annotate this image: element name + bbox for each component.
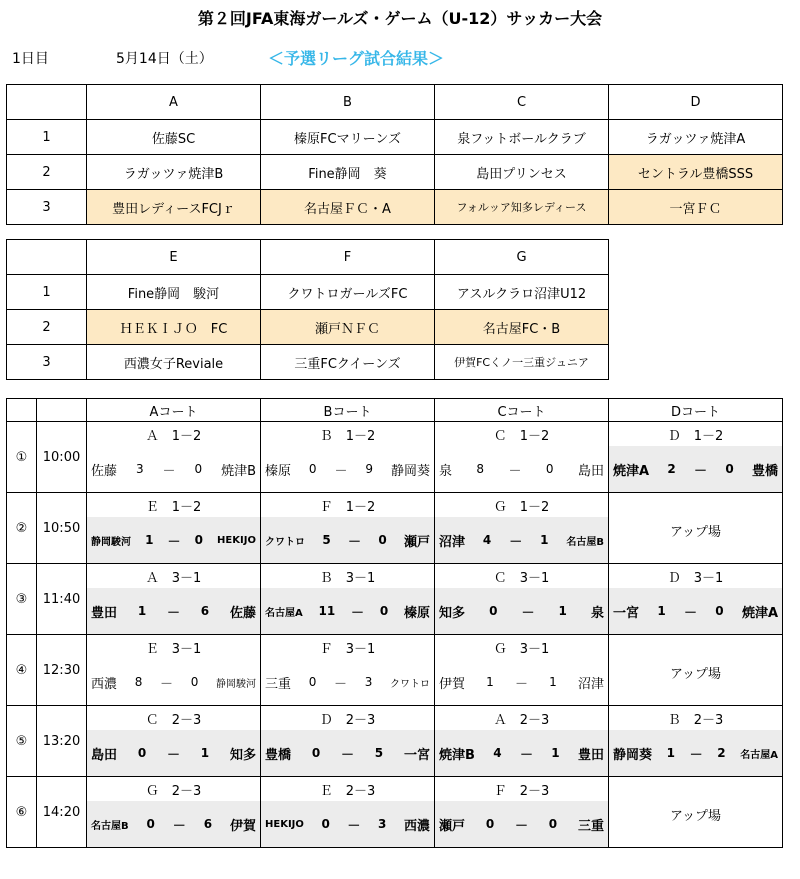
- court-header: Aコート: [87, 399, 261, 422]
- home-team: 瀬戸: [439, 818, 466, 834]
- warmup-area: アップ場: [609, 635, 783, 706]
- away-score: 0: [190, 675, 199, 689]
- away-team: 三重: [577, 818, 604, 834]
- away-score: 5: [374, 746, 384, 760]
- match-label: Ｃ 1－2: [435, 422, 609, 447]
- match-label: Ａ 2－3: [435, 706, 609, 731]
- match-label: Ｆ 3－1: [261, 635, 435, 660]
- warmup-area: アップ場: [609, 493, 783, 564]
- home-score: 5: [322, 533, 331, 547]
- away-team: 一宮: [403, 747, 430, 763]
- team-cell: Fine静岡 葵: [261, 155, 435, 190]
- match-label: Ｆ 2－3: [435, 777, 609, 802]
- score-dash: －: [166, 747, 180, 763]
- groups-header-row: [7, 85, 783, 120]
- match-label: Ｂ 3－1: [261, 564, 435, 589]
- match-label: Ｄ 3－1: [609, 564, 783, 589]
- home-team: 焼津A: [613, 463, 650, 479]
- slot-number: ⑥: [7, 777, 37, 848]
- team-cell: アスルクラロ沼津U12: [435, 275, 609, 310]
- slot-result-row: [7, 446, 783, 493]
- team-cell: セントラル豊橋SSS: [609, 155, 783, 190]
- court-header: Dコート: [609, 399, 783, 422]
- home-team: 静岡駿河: [91, 536, 131, 548]
- table-row: [7, 190, 783, 225]
- away-score: 2: [717, 746, 726, 760]
- home-score: 1: [666, 746, 675, 760]
- score-dash: －: [694, 463, 708, 479]
- away-team: 知多: [229, 747, 256, 763]
- slot-result-row: [7, 588, 783, 635]
- slot-number: ⑤: [7, 706, 37, 777]
- match-result: [609, 588, 783, 635]
- home-score: 0: [308, 462, 317, 476]
- slot-number: ②: [7, 493, 37, 564]
- away-team: 島田: [577, 463, 604, 479]
- match-result: [435, 517, 609, 564]
- home-team: 静岡葵: [613, 747, 653, 763]
- match-result: [609, 446, 783, 493]
- team-cell: ラガッツァ焼津A: [609, 120, 783, 155]
- kickoff-time: 11:40: [37, 564, 87, 635]
- match-label: Ｇ 2－3: [87, 777, 261, 802]
- away-team: 佐藤: [229, 605, 256, 621]
- team-cell: 泉フットボールクラブ: [435, 120, 609, 155]
- score-dash: －: [167, 534, 181, 550]
- score-dash: －: [347, 534, 361, 550]
- group-header: F: [261, 240, 435, 275]
- warmup-area: アップ場: [609, 777, 783, 848]
- score-dash: －: [334, 463, 348, 479]
- home-team: 伊賀: [439, 676, 466, 692]
- team-cell: 名古屋FC・B: [435, 310, 609, 345]
- match-result: [609, 730, 783, 777]
- match-result: [435, 730, 609, 777]
- corner-cell: [37, 399, 87, 422]
- team-cell: 名古屋ＦＣ・A: [261, 190, 435, 225]
- match-label: Ｅ 3－1: [87, 635, 261, 660]
- match-label: Ｃ 2－3: [87, 706, 261, 731]
- away-team: 静岡駿河: [216, 678, 256, 690]
- home-score: 0: [311, 746, 321, 760]
- away-team: 泉: [590, 605, 604, 621]
- team-cell: 三重FCクイーンズ: [261, 345, 435, 380]
- away-score: 1: [200, 746, 210, 760]
- match-result: [87, 730, 261, 777]
- away-score: 0: [725, 462, 734, 476]
- away-score: 0: [194, 533, 203, 547]
- away-score: 1: [558, 604, 567, 618]
- kickoff-time: 12:30: [37, 635, 87, 706]
- away-team: HEKIJO: [217, 534, 256, 546]
- match-result: [261, 446, 435, 493]
- away-score: 0: [379, 604, 389, 618]
- away-score: 0: [194, 462, 203, 476]
- section-heading: ＜予選リーグ試合結果＞: [268, 49, 445, 68]
- court-header: Cコート: [435, 399, 609, 422]
- home-team: 豊田: [91, 605, 118, 621]
- away-score: 1: [540, 533, 549, 547]
- score-dash: －: [508, 463, 522, 479]
- slot-label-row: [7, 706, 783, 731]
- match-result: [261, 588, 435, 635]
- home-team: 三重: [265, 676, 292, 692]
- match-label: Ｇ 3－1: [435, 635, 609, 660]
- groups-header-row: [7, 240, 609, 275]
- away-team: 西濃: [403, 818, 430, 834]
- match-label: Ａ 1－2: [87, 422, 261, 447]
- home-score: 0: [321, 817, 330, 831]
- slot-label-row: [7, 493, 783, 518]
- slot-number: ①: [7, 422, 37, 493]
- score-dash: －: [514, 676, 528, 692]
- away-team: 静岡葵: [390, 463, 430, 479]
- home-team: クワトロ: [265, 536, 305, 548]
- slot-label-row: [7, 422, 783, 447]
- match-label: Ｄ 2－3: [261, 706, 435, 731]
- away-team: 豊田: [577, 747, 604, 763]
- match-label: Ｃ 3－1: [435, 564, 609, 589]
- corner-cell: [7, 240, 87, 275]
- score-dash: －: [509, 534, 523, 550]
- group-header: E: [87, 240, 261, 275]
- home-team: 泉: [439, 463, 453, 479]
- away-team: 焼津A: [741, 605, 778, 621]
- away-score: 0: [715, 604, 724, 618]
- match-result: [261, 801, 435, 848]
- seed-number: 1: [7, 120, 87, 155]
- home-score: 1: [657, 604, 666, 618]
- team-cell: 島田プリンセス: [435, 155, 609, 190]
- corner-cell: [7, 85, 87, 120]
- groups-table-e-g: [6, 239, 609, 380]
- away-team: 名古屋B: [566, 536, 604, 548]
- day-label: 1日目: [12, 51, 49, 67]
- court-header: Bコート: [261, 399, 435, 422]
- team-cell: ＨＥＫＩＪＯ FC: [87, 310, 261, 345]
- team-cell: クワトロガールズFC: [261, 275, 435, 310]
- home-team: 沼津: [439, 534, 466, 550]
- home-team: 名古屋B: [91, 820, 129, 832]
- match-result: [435, 801, 609, 848]
- score-dash: －: [347, 818, 361, 834]
- home-team: 西濃: [91, 676, 118, 692]
- away-score: 0: [548, 817, 558, 831]
- table-row: [7, 120, 783, 155]
- match-label: Ａ 3－1: [87, 564, 261, 589]
- team-cell: 一宮ＦＣ: [609, 190, 783, 225]
- table-row: [7, 310, 609, 345]
- home-team: 一宮: [613, 605, 640, 621]
- match-result: [435, 446, 609, 493]
- team-cell: 西濃女子Reviale: [87, 345, 261, 380]
- away-team: 伊賀: [229, 818, 256, 834]
- home-team: 知多: [439, 605, 466, 621]
- corner-cell: [7, 399, 37, 422]
- match-result: [87, 659, 261, 706]
- team-cell: フォルッア知多レディース: [435, 190, 609, 225]
- slot-label-row: [7, 564, 783, 589]
- score-dash: －: [514, 818, 528, 834]
- match-label: Ｇ 1－2: [435, 493, 609, 518]
- seed-number: 3: [7, 190, 87, 225]
- home-team: 佐藤: [91, 463, 118, 479]
- match-result: [87, 517, 261, 564]
- home-score: 4: [482, 533, 492, 547]
- kickoff-time: 10:50: [37, 493, 87, 564]
- slot-label-row: [7, 635, 783, 660]
- group-header: A: [87, 85, 261, 120]
- group-header: D: [609, 85, 783, 120]
- home-team: HEKIJO: [265, 818, 304, 830]
- home-score: 11: [318, 604, 336, 618]
- away-score: 6: [203, 817, 213, 831]
- away-team: 沼津: [577, 676, 604, 692]
- home-score: 1: [486, 675, 494, 689]
- match-result: [87, 588, 261, 635]
- home-score: 0: [146, 817, 155, 831]
- match-result: [261, 517, 435, 564]
- seed-number: 3: [7, 345, 87, 380]
- table-row: [7, 345, 609, 380]
- slot-number: ④: [7, 635, 37, 706]
- score-dash: －: [340, 747, 354, 763]
- home-team: 榛原: [265, 463, 292, 479]
- match-label: Ｅ 2－3: [261, 777, 435, 802]
- team-cell: ラガッツァ焼津B: [87, 155, 261, 190]
- away-team: 焼津B: [221, 463, 256, 479]
- match-label: Ｂ 1－2: [261, 422, 435, 447]
- away-score: 3: [378, 817, 387, 831]
- match-label: Ｂ 2－3: [609, 706, 783, 731]
- away-score: 9: [365, 462, 374, 476]
- away-team: 名古屋A: [740, 749, 778, 761]
- away-score: 1: [549, 675, 557, 689]
- score-dash: －: [521, 605, 535, 621]
- slot-result-row: [7, 730, 783, 777]
- score-dash: －: [166, 605, 180, 621]
- kickoff-time: 13:20: [37, 706, 87, 777]
- home-score: 0: [489, 604, 498, 618]
- seed-number: 1: [7, 275, 87, 310]
- match-result: [87, 801, 261, 848]
- away-team: 瀬戸: [403, 534, 430, 550]
- match-result: [435, 588, 609, 635]
- group-header: B: [261, 85, 435, 120]
- home-score: 0: [137, 746, 147, 760]
- seed-number: 2: [7, 310, 87, 345]
- away-score: 0: [545, 462, 554, 476]
- match-label: Ｄ 1－2: [609, 422, 783, 447]
- match-result: [87, 446, 261, 493]
- slot-number: ③: [7, 564, 37, 635]
- match-label: Ｅ 1－2: [87, 493, 261, 518]
- home-score: 4: [493, 746, 502, 760]
- home-score: 8: [134, 675, 143, 689]
- score-dash: －: [689, 747, 703, 763]
- home-team: 豊橋: [265, 747, 292, 763]
- home-score: 1: [137, 604, 147, 618]
- away-score: 3: [364, 675, 373, 689]
- results-table: [6, 398, 783, 848]
- group-header: C: [435, 85, 609, 120]
- match-result: [261, 659, 435, 706]
- score-dash: －: [519, 747, 533, 763]
- away-team: クワトロ: [390, 678, 430, 690]
- score-dash: －: [160, 676, 174, 692]
- team-cell: 伊賀FCくノ一三重ジュニア: [435, 345, 609, 380]
- home-team: 島田: [91, 747, 118, 763]
- score-dash: －: [683, 605, 697, 621]
- score-dash: －: [334, 676, 348, 692]
- away-score: 6: [200, 604, 210, 618]
- home-team: 焼津B: [439, 747, 475, 763]
- group-header: G: [435, 240, 609, 275]
- seed-number: 2: [7, 155, 87, 190]
- away-score: 0: [378, 533, 387, 547]
- team-cell: 瀬戸ＮＦＣ: [261, 310, 435, 345]
- away-score: 1: [551, 746, 560, 760]
- kickoff-time: 14:20: [37, 777, 87, 848]
- groups-table-a-d: [6, 84, 783, 225]
- score-dash: －: [172, 818, 186, 834]
- home-score: 8: [476, 462, 485, 476]
- home-score: 1: [145, 533, 154, 547]
- home-score: 0: [308, 675, 317, 689]
- date-label: 5月14日（土）: [116, 51, 213, 67]
- team-cell: 佐藤SC: [87, 120, 261, 155]
- kickoff-time: 10:00: [37, 422, 87, 493]
- score-dash: －: [351, 605, 365, 621]
- match-result: [435, 659, 609, 706]
- team-cell: 豊田レディースFCJｒ: [87, 190, 261, 225]
- home-score: 3: [135, 462, 144, 476]
- team-cell: 榛原FCマリーンズ: [261, 120, 435, 155]
- match-result: [261, 730, 435, 777]
- match-label: Ｆ 1－2: [261, 493, 435, 518]
- table-row: [7, 155, 783, 190]
- away-team: 榛原: [403, 605, 430, 621]
- page-title: 第２回JFA東海ガールズ・ゲーム（U-12）サッカー大会: [197, 9, 603, 28]
- home-team: 名古屋A: [265, 607, 303, 619]
- team-cell: Fine静岡 駿河: [87, 275, 261, 310]
- home-score: 2: [667, 462, 676, 476]
- courts-header-row: [7, 399, 783, 422]
- table-row: [7, 275, 609, 310]
- away-team: 豊橋: [751, 463, 778, 479]
- slot-label-row: [7, 777, 783, 802]
- home-score: 0: [485, 817, 495, 831]
- score-dash: －: [162, 463, 176, 479]
